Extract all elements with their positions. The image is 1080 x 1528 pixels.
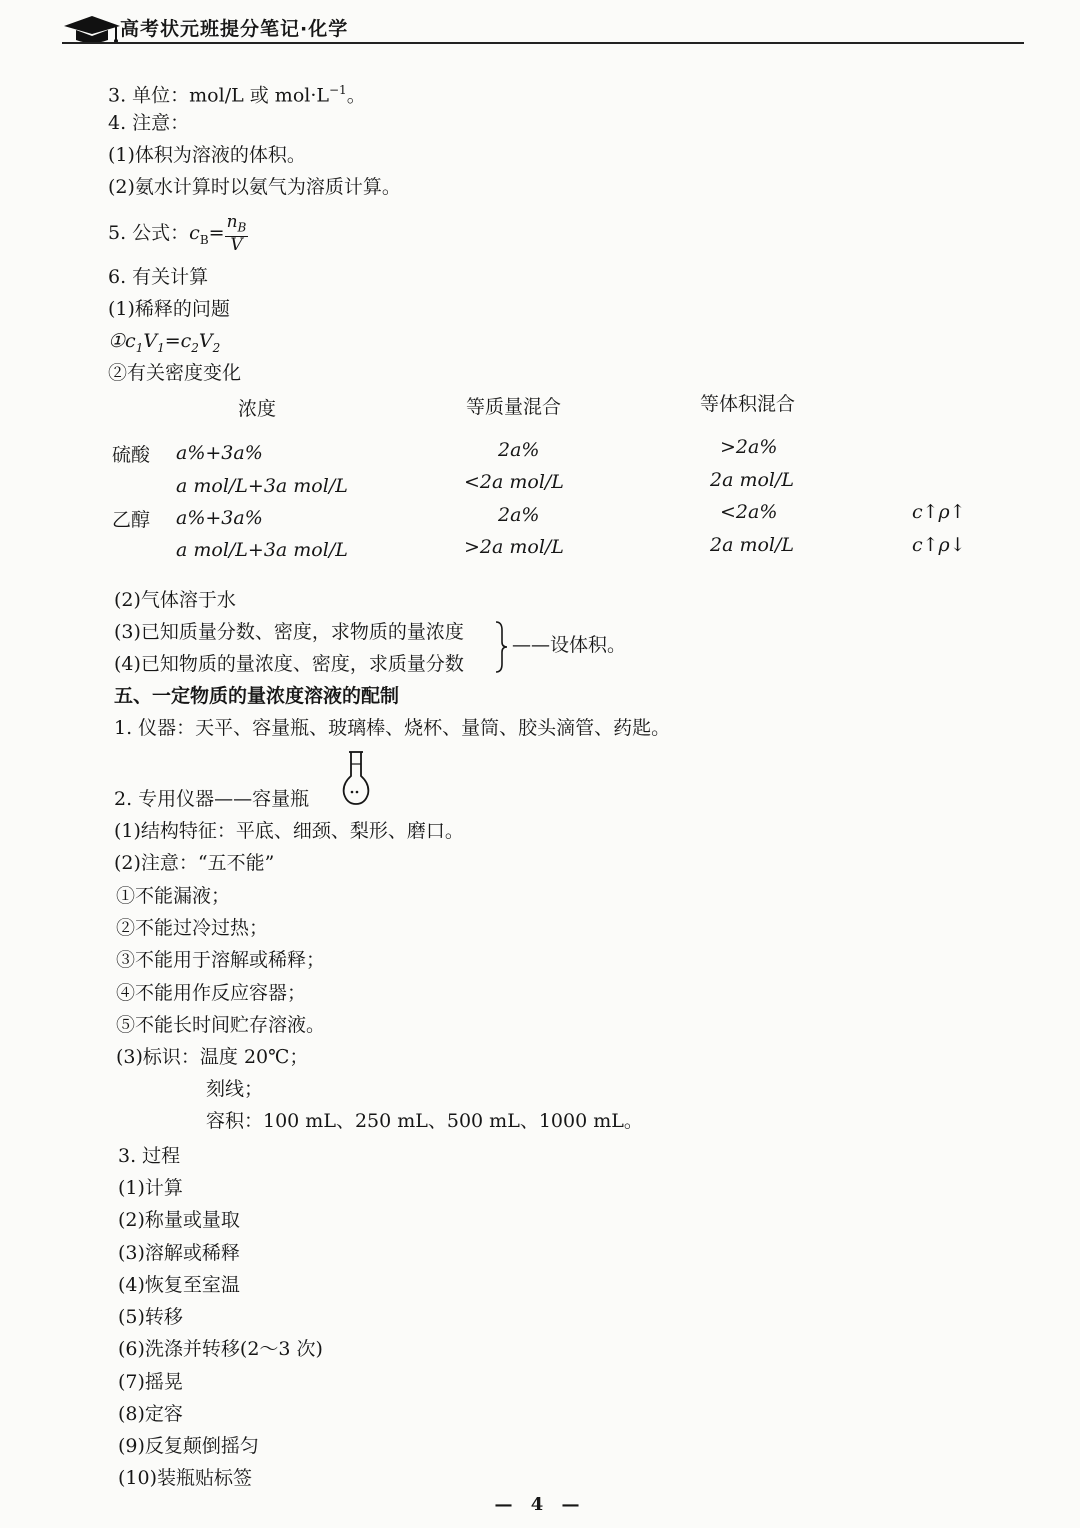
- formula-num-sub: B: [237, 220, 247, 235]
- unit-sup: −1: [329, 83, 347, 97]
- table-cell-equal-mass: >2a mol/L: [464, 536, 564, 558]
- formula-eq: =: [208, 222, 225, 244]
- table-cell-equal-mass: <2a mol/L: [464, 471, 564, 493]
- table-cell-equal-volume: 2a mol/L: [710, 469, 795, 491]
- header-title: 高考状元班提分笔记·化学: [120, 18, 349, 40]
- molarity-to-mass-fraction: (4)已知物质的量浓度、密度，求质量分数: [114, 653, 464, 675]
- page-header: [62, 8, 1024, 46]
- cannot-item-5: ⑤不能长时间贮存溶液。: [116, 1014, 326, 1036]
- table-cell-concentration: a%+3a%: [176, 507, 263, 529]
- right-brace-icon: [494, 620, 508, 674]
- table-cell-equal-mass: 2a%: [498, 504, 540, 526]
- formula-prefix: 5. 公式：: [108, 222, 190, 244]
- process-heading: 3. 过程: [118, 1145, 181, 1167]
- cannot-item-3: ③不能用于溶解或稀释；: [116, 949, 326, 971]
- note-item-1: (1)体积为溶液的体积。: [108, 144, 306, 166]
- eq-v2-sub: 2: [212, 340, 221, 355]
- instruments-line: 1. 仪器：天平、容量瓶、玻璃棒、烧杯、量筒、胶头滴管、药匙。: [114, 717, 671, 739]
- dilution-heading: (1)稀释的问题: [108, 298, 230, 320]
- process-step-9: (9)反复颠倒摇匀: [118, 1435, 259, 1457]
- table-row-substance: 乙醇: [112, 509, 151, 531]
- volumetric-flask-icon: [340, 750, 372, 806]
- process-step-3: (3)溶解或稀释: [118, 1242, 240, 1264]
- formula-lhs: c: [189, 222, 200, 244]
- calc-heading: 6. 有关计算: [108, 266, 209, 288]
- process-step-4: (4)恢复至室温: [118, 1274, 240, 1296]
- table-cell-equal-mass: 2a%: [498, 439, 540, 461]
- marking-line-graduation: 刻线；: [206, 1078, 264, 1100]
- process-step-1: (1)计算: [118, 1177, 183, 1199]
- unit-line: [108, 78, 366, 107]
- formula-lhs-sub: B: [199, 232, 209, 247]
- unit-end: 。: [346, 84, 366, 107]
- graduation-cap-icon: [62, 12, 122, 46]
- table-cell-concentration: a mol/L+3a mol/L: [176, 539, 348, 561]
- brace-note: ——设体积。: [512, 634, 627, 656]
- note-heading: 4. 注意：: [108, 112, 190, 134]
- table-header-equal-volume: 等体积混合: [700, 393, 796, 415]
- structure-feature-line: (1)结构特征：平底、细颈、梨形、磨口。: [114, 820, 464, 842]
- header-rule: [62, 42, 1024, 44]
- mass-fraction-to-molarity: (3)已知质量分数、密度，求物质的量浓度: [114, 621, 464, 643]
- eq-c1: ①c: [108, 330, 136, 352]
- formula-num-text: n: [226, 211, 238, 232]
- formula-denominator: V: [230, 235, 243, 256]
- eq-v2: V: [198, 330, 213, 352]
- special-instrument-line: 2. 专用仪器——容量瓶: [114, 788, 310, 810]
- section-five-heading: 五、一定物质的量浓度溶液的配制: [114, 685, 400, 707]
- table-cell-note: c↑ρ↓: [912, 534, 966, 556]
- table-cell-equal-volume: 2a mol/L: [710, 534, 795, 556]
- process-step-2: (2)称量或量取: [118, 1209, 240, 1231]
- table-cell-equal-volume: >2a%: [720, 436, 778, 458]
- eq-v1: V: [143, 330, 158, 352]
- formula-fraction: [225, 211, 249, 256]
- eq-c2: =c: [164, 330, 192, 352]
- five-cannots-heading: (2)注意：“五不能”: [114, 852, 275, 874]
- table-cell-note: c↑ρ↑: [912, 501, 966, 523]
- process-step-10: (10)装瓶贴标签: [118, 1467, 253, 1489]
- cannot-item-1: ①不能漏液；: [116, 885, 231, 907]
- table-header-equal-mass: 等质量混合: [466, 396, 562, 418]
- eq-v1-sub: 1: [157, 340, 165, 355]
- page-number: — 4 —: [494, 1494, 586, 1515]
- table-cell-concentration: a%+3a%: [176, 442, 263, 464]
- cannot-item-2: ②不能过冷过热；: [116, 917, 269, 939]
- cannot-item-4: ④不能用作反应容器；: [116, 982, 307, 1004]
- table-row-substance: 硫酸: [112, 444, 151, 466]
- table-cell-concentration: a mol/L+3a mol/L: [176, 475, 348, 497]
- eq-c1-sub: 1: [135, 340, 144, 355]
- marking-line-temperature: (3)标识：温度 20℃；: [116, 1046, 309, 1068]
- marking-line-capacity: 容积：100 mL、250 mL、500 mL、1000 mL。: [206, 1110, 643, 1132]
- table-cell-equal-volume: <2a%: [720, 501, 778, 523]
- gas-dissolve-line: (2)气体溶于水: [114, 589, 236, 611]
- density-heading: ②有关密度变化: [108, 362, 242, 384]
- table-header-concentration: 浓度: [238, 398, 277, 420]
- unit-text: 3. 单位：mol/L 或 mol·L: [108, 84, 329, 107]
- formula-line: [108, 212, 248, 261]
- process-step-8: (8)定容: [118, 1403, 183, 1425]
- eq-c2-sub: 2: [191, 340, 199, 355]
- process-step-6: (6)洗涤并转移(2～3 次): [118, 1338, 323, 1360]
- process-step-5: (5)转移: [118, 1306, 183, 1328]
- dilution-equation: [108, 329, 220, 360]
- note-item-2: (2)氨水计算时以氨气为溶质计算。: [108, 176, 401, 198]
- formula-numerator: [225, 211, 249, 237]
- process-step-7: (7)摇晃: [118, 1371, 183, 1393]
